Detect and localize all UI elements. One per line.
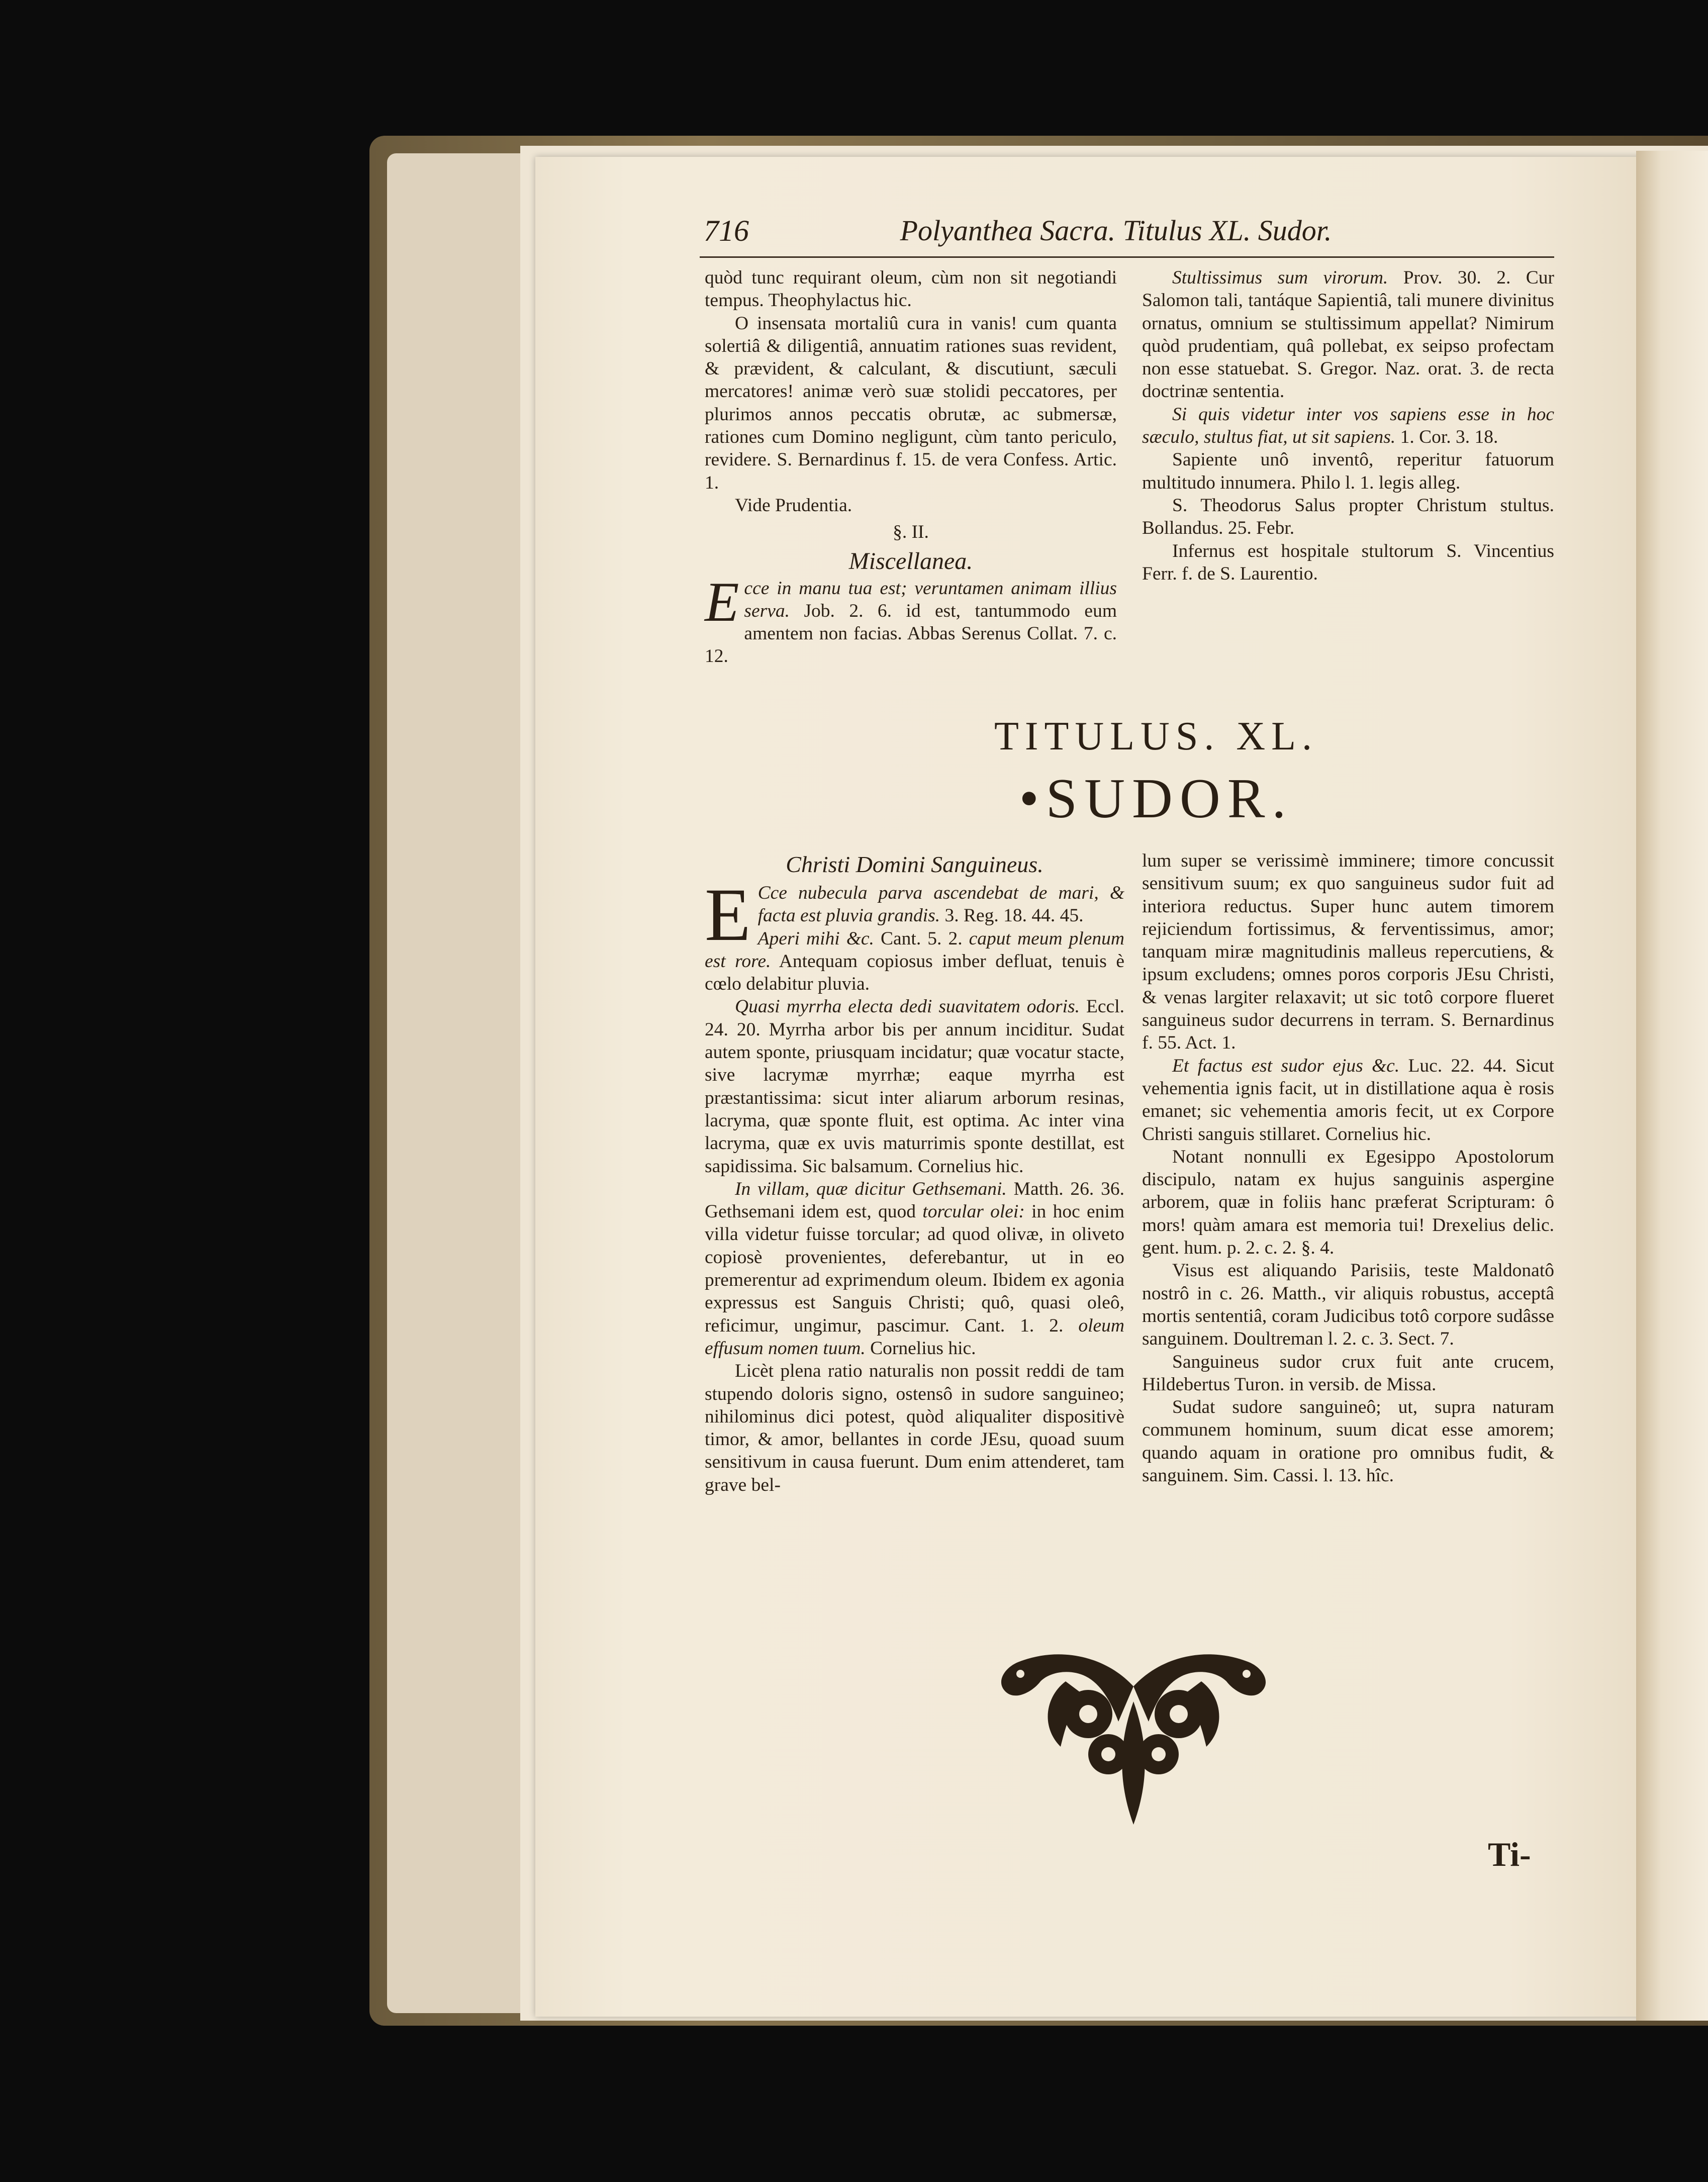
bottom-right-column — [1142, 849, 1554, 1487]
paragraph — [1142, 1055, 1554, 1146]
quote: Quasi myrrha electa dedi suavitatem odoris. — [735, 996, 1080, 1017]
quote: Si quis videtur inter vos sapiens esse in hoc sæculo, stultus fiat, ut sit sapiens. — [1142, 404, 1554, 448]
bottom-left-column — [705, 849, 1124, 1496]
catchword: Ti- — [1488, 1835, 1531, 1873]
quote: Cce nubecula parva ascendebat de mari, & facta est pluvia grandis. — [757, 883, 1124, 926]
paragraph: Sudat sudore sanguineô; ut, supra naturam communem hominum, suum dicat esse amorem; quando aquam in oratione pro omnibus fudit, & sanguinem. Sim. Cassi. l. 13. hîc. — [1142, 1397, 1554, 1486]
commentary: Luc. 22. 44. Sicut vehementia ignis facit, ut in distillatione aqua è rosis emanet; sic vehementia amoris fecit, ut ex Corpore Christi sanguis stillaret. Cornelius hic. — [1142, 1055, 1555, 1145]
quote: In villam, quæ dicitur Gethsemani. — [735, 1178, 1007, 1199]
running-head: Polyanthea Sacra. Titulus XL. Sudor. — [900, 214, 1332, 247]
chapter-heading: TITULUS. XL. — [994, 714, 1318, 758]
quote: Stultissimus sum virorum. — [1172, 267, 1388, 288]
paragraph — [705, 571, 1117, 668]
header-rule — [700, 256, 1554, 258]
quote: caput meum plenum est rore. — [705, 928, 1125, 972]
top-right-column — [1142, 266, 1554, 585]
paragraph — [1142, 403, 1554, 449]
paragraph — [705, 995, 1124, 1177]
commentary: in hoc enim villa videtur fuisse torcular; ad quod olivæ, in oliveto copiosè provenientes, deferebantur, ut in eo premerentur ad exprimendum oleum. Ibidem ex agonia expressus est Sanguis Christi; quô, quasi oleô, reficimur, ungimur, pascimur. Cant. 1. 2. — [705, 1201, 1125, 1336]
paragraph: Notant nonnulli ex Egesippo Apostolorum discipulo, natam ex hujus sanguinis aspergine arborem, quæ in foliis hanc præferat Scripturam: ô mors! quàm amara est memoria tui! Drexelius delic. gent. hum. p. 2. c. 2. §. 4. — [1142, 1146, 1554, 1259]
paragraph: Infernus est hospitale stultorum S. Vincentius Ferr. f. de S. Laurentio. — [1142, 540, 1554, 584]
section-subhead: Christi Domini Sanguineus. — [786, 851, 1043, 877]
paragraph: O insensata mortaliû cura in vanis! cum quanta solertiâ & diligentiâ, annuatim rationes suas revident, & prævident, & calculant, & discutiunt, sæculi mercatores! animæ verò suæ stolidi peccatores, per plurimos annos peccatis obrutæ, ac submersæ, rationes cum Domino negligunt, cùm tanto periculo, revidere. S. Bernardinus f. 15. de vera Confess. Artic. 1. — [705, 313, 1117, 493]
paragraph — [1142, 266, 1554, 403]
paragraph: S. Theodorus Salus propter Christum stultus. Bollandus. 25. Febr. — [1142, 495, 1554, 539]
quote: Et factus est sudor ejus &c. — [1172, 1055, 1400, 1076]
quote: torcular olei: — [922, 1201, 1025, 1222]
paragraph: lum super se verissimè imminere; timore concussit sensitivum suum; ex quo sanguineus sudor fuit ad interiora reductus. Super hunc autem timorem rejiciendum fortissimus, & ferventissimus, amor; tanquam miræ magnitudinis malleus repercutiens, & ipsum excludens; omnes poros corporis JEsu Christi, & venas largiter relaxavit; ut sic totô corpore flueret sanguineus sudor decurrens in terram. S. Bernardinus f. 55. Act. 1. — [1142, 850, 1554, 1054]
commentary: Matth. 26. 36. Gethsemani idem est, quod — [705, 1178, 1125, 1222]
floral-tailpiece-ornament-icon — [985, 1626, 1282, 1827]
citation: 3. Reg. 18. 44. 45. — [940, 905, 1084, 926]
top-left-column — [705, 266, 1117, 668]
paragraph: Visus est aliquando Parisiis, teste Maldonatô nostrô in c. 26. Matth., vir aliquis robustus, acceptâ mortis sententiâ, coram Judicibus totô corpore sudâsse sanguinem. Doultreman l. 2. c. 3. Sect. 7. — [1142, 1260, 1554, 1350]
commentary: Eccl. 24. 20. Myrrha arbor bis per annum inciditur. Sudat autem sponte, priusquam incidatur; quæ vocatur stacte, sive lacrymæ myrrhæ; eaque myrrha est præstantissima: sicut inter aliarum arborum resinas, lacryma, quæ sponte fluit, est optima. Ac inter vina lacryma, quæ ex uvis maturrimis sponte destillat, est sapidissima. Sic balsamum. Cornelius hic. — [705, 996, 1124, 1177]
citation: Job. 2. 6. id est, tantummodo eum amentem non facias. Abbas Serenus Collat. 7. c. 12. — [705, 600, 1117, 667]
citation: Cant. 5. 2. — [874, 928, 969, 949]
citation: Cornelius hic. — [865, 1338, 976, 1359]
commentary: Prov. 30. 2. Cur Salomon tali, tantáque Sapientiâ, tali munere divinitus ornatus, omnium se stultissimum appellat? Nimirum quòd prudentiam, quâ pollebat, ex seipso profectam non esse statuebat. S. Gregor. Naz. orat. 3. de recta doctrinæ sententia. — [1142, 267, 1554, 402]
drop-cap: E — [705, 873, 751, 957]
paragraph: quòd tunc requirant oleum, cùm non sit negotiandi tempus. Theophylactus hic. — [705, 267, 1117, 311]
commentary: Antequam copiosus imber defluat, tenuis è cœlo delabitur pluvia. — [705, 951, 1124, 995]
paragraph — [705, 1178, 1124, 1360]
paragraph: Vide Prudentia. — [735, 495, 852, 516]
chapter-title: •SUDOR. — [1019, 768, 1293, 830]
gutter-next-page — [1636, 151, 1708, 2021]
page-number: 716 — [704, 214, 749, 247]
section-title: Miscellanea. — [848, 547, 973, 575]
quote: cce in manu tua est; veruntamen animam illius serva. — [744, 578, 1117, 621]
paragraph: Licèt plena ratio naturalis non possit reddi de tam stupendo doloris signo, ostensô in sudore sanguineo; nihilominus dici potest, quòd aliqualiter dispositivè timor, & amor, bellantes in corde JEsu, quoad suum sensitivum in causa fuerunt. Dum enim attenderet, tam grave bel- — [705, 1361, 1124, 1495]
paragraph: Sapiente unô inventô, reperitur fatuorum multitudo innumera. Philo l. 1. legis alleg. — [1142, 449, 1554, 493]
paragraph: Sanguineus sudor crux fuit ante crucem, Hildebertus Turon. in versib. de Missa. — [1142, 1351, 1554, 1395]
section-mark: §. II. — [893, 522, 929, 543]
drop-cap: E — [705, 571, 739, 633]
quote: oleum effusum nomen tuum. — [705, 1315, 1124, 1359]
quote: Aperi mihi &c. — [757, 928, 874, 949]
paragraph — [705, 927, 1124, 996]
citation: 1. Cor. 3. 18. — [1395, 427, 1498, 448]
